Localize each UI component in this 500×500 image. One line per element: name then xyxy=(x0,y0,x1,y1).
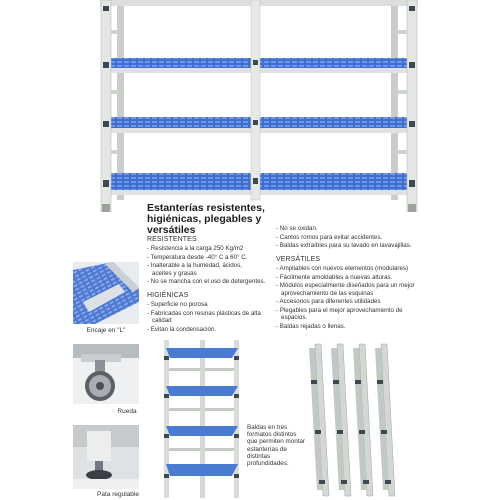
list-higienicas xyxy=(147,301,262,334)
adjustable-foot-image xyxy=(73,425,139,489)
adjustable-foot-photo xyxy=(73,425,139,489)
assembled-unit-photo xyxy=(160,338,244,500)
l-joint-image xyxy=(73,262,139,324)
list-item: - Evitan la condensación. xyxy=(147,326,262,333)
caption-rueda: Rueda xyxy=(117,408,137,415)
list-item: - Plegables para el mejor aprovechamiento de espacios. xyxy=(276,307,416,322)
caption-encaje: Encaje en "L" xyxy=(86,327,126,334)
l-joint-photo xyxy=(73,262,139,324)
list-item: - Accesorios para diferentes utilidades xyxy=(276,298,416,305)
list-item: - Baldas rejadas o llenas. xyxy=(276,323,416,330)
folded-frames-photo xyxy=(305,340,405,500)
list-item: - Superficie no porosa xyxy=(147,301,262,308)
list-item: - Inalterable a la humedad, ácidos, aceites y grasas xyxy=(147,262,247,277)
wheel-image xyxy=(73,344,139,404)
section-title-versatiles: VERSÁTILES xyxy=(276,256,321,263)
list-versatiles xyxy=(276,265,416,332)
list-item: - No se mancha con el uso de detergentes. xyxy=(147,278,277,285)
section-title-higienicas: HIGIÉNICAS xyxy=(147,292,189,299)
list-item: - Cantos romos para evitar accidentes. xyxy=(276,234,416,241)
list-item: - Baldas extraíbles para su lavado en lavavajillas. xyxy=(276,242,416,249)
list-resistentes xyxy=(147,245,265,287)
list-item: - Ampliables con nuevos elementos (modulares) xyxy=(276,265,416,272)
shelf-formats-note: Baldas en tres formatos distintos que permiten montar estanterías de distintas profundidades. xyxy=(247,424,306,468)
list-item: - Fabricadas con resinas plásticas de alta calidad xyxy=(147,310,262,325)
list-item: - Resistencia a la carga 250 Kg/m2 xyxy=(147,245,265,252)
section-title-resistentes: RESISTENTES xyxy=(147,236,197,243)
list-item: - Temperatura desde -40° C a 60° C. xyxy=(147,254,265,261)
list-item: - Módulos especialmente diseñados para un mejor aprovechamiento de las esquinas xyxy=(276,282,416,297)
list-right-top xyxy=(276,225,416,251)
caption-pata: Pata regulable xyxy=(97,491,139,498)
headline: Estanterías resistentes, higiénicas, plegables y versátiles xyxy=(147,202,265,236)
wheel-photo xyxy=(73,344,139,404)
list-item: - Fácilmente amoldables a nuevas alturas. xyxy=(276,274,416,281)
shelving-unit-illustration xyxy=(95,0,425,212)
list-item: - No se oxidan. xyxy=(276,225,416,232)
